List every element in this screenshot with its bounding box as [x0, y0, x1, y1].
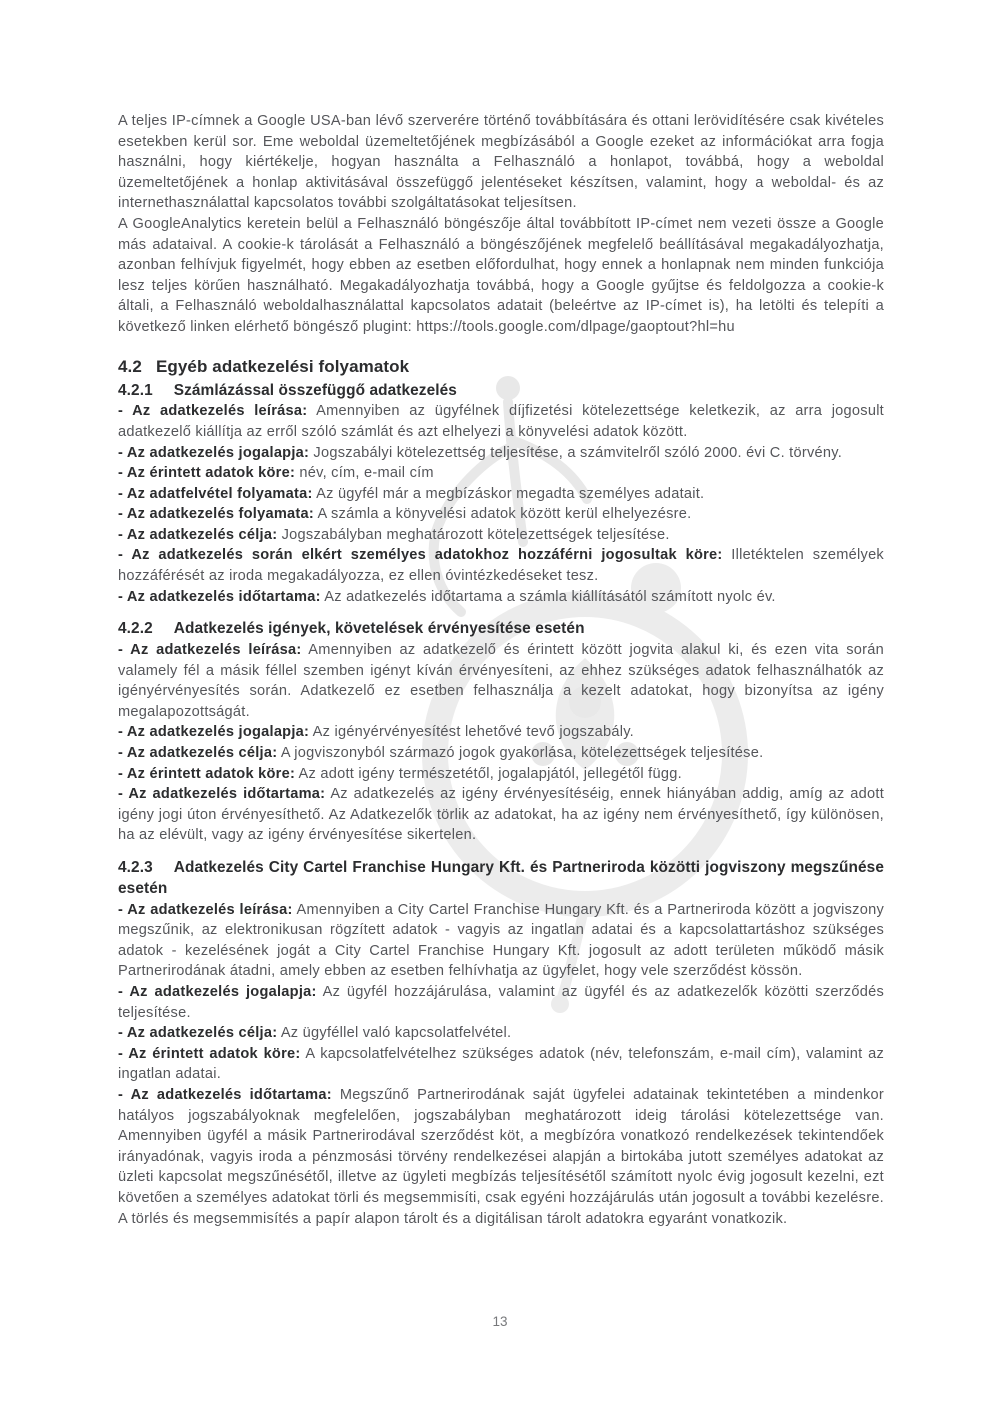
data-processing-item: [118, 443, 884, 464]
data-processing-item: [118, 525, 884, 546]
item-text: Az adatkezelés időtartama a számla kiállításától számított nyolc év.: [320, 588, 776, 605]
data-processing-item: [118, 401, 884, 442]
section-heading-4-2: [118, 355, 884, 379]
data-processing-item: [118, 545, 884, 586]
item-label: - Az adatkezelés jogalapja:: [118, 983, 317, 1000]
item-text: Amennyiben a City Cartel Franchise Hungary Kft. és a Partneriroda között a jogviszony megszűnik, az elektronikusan rögzített adatok - vagyis az ingatlan adatai és a kapcsolattartáshoz szükséges adatok - kezelésének jogát a City Cartel Franchise Hungary Kft. jogosult az adott területen működő másik Partnerirodának átadni, amely ebben az esetben felhívhatja az ügyfelet, hogy vele szerződést kössön.: [118, 901, 884, 980]
data-processing-item: [118, 982, 884, 1023]
item-label: - Az adatkezelés időtartama:: [118, 786, 326, 803]
data-processing-item: [118, 900, 884, 982]
data-processing-item: [118, 764, 884, 785]
data-processing-item: [118, 743, 884, 764]
item-text: Az adatkezelés az igény érvényesítéséig, ennek hiányában addig, amíg az adott igény jogi úton érvényesíthető. Az Adatkezelők törlik az adatokat, ha az igény nem érvényesíthető, így különösen, ha az elévült, vagy az igény érvényesítése sikertelen.: [118, 786, 884, 844]
data-processing-item: [118, 1044, 884, 1085]
item-label: - Az érintett adatok köre:: [118, 465, 296, 482]
subsection-4-2-3: [118, 858, 884, 1229]
subsection-heading: [118, 858, 884, 900]
subsections: [118, 381, 884, 1230]
item-text: Az adott igény természetétől, jogalapjától, jellegétől függ.: [295, 765, 682, 782]
item-text: A számla a könyvelési adatok között kerül elhelyezésre.: [314, 506, 692, 523]
item-text: A kapcsolatfelvételhez szükséges adatok (név, telefonszám, e-mail cím), valamint az ingatlan adatai.: [118, 1045, 884, 1083]
data-processing-item: [118, 640, 884, 722]
item-text: Jogszabályi kötelezettség teljesítése, a számvitelről szóló 2000. évi C. törvény.: [309, 444, 843, 461]
item-text: A jogviszonyból származó jogok gyakorlása, kötelezettségek teljesítése.: [277, 745, 764, 762]
item-text: Amennyiben az ügyfélnek díjfizetési kötelezettsége keletkezik, az arra jogosult adatkezelő kiállítja az erről szóló számlát és azt elhelyezi a könyvelési adatok között.: [118, 403, 884, 440]
data-processing-item: [118, 722, 884, 743]
data-processing-item: [118, 1085, 884, 1229]
item-label: - Az adatkezelés folyamata:: [118, 506, 314, 523]
data-processing-item: [118, 1023, 884, 1044]
subsection-number: 4.2.1: [118, 381, 153, 399]
item-text: Jogszabályban meghatározott kötelezettségek teljesítése.: [277, 526, 670, 543]
subsection-title-text: Adatkezelés igények, követelések érvényesítése esetén: [173, 620, 585, 638]
item-label: - Az adatkezelés leírása:: [118, 403, 308, 420]
subsection-title-text: Számlázással összefüggő adatkezelés: [173, 381, 457, 399]
data-processing-item: [118, 784, 884, 846]
page-content: [118, 111, 884, 1229]
data-processing-item: [118, 504, 884, 525]
data-processing-item: [118, 484, 884, 505]
item-text: Az ügyféllel való kapcsolatfelvétel.: [277, 1025, 512, 1042]
gaoptout-link[interactable]: https://tools.google.com/dlpage/gaoptout?hl=hu: [416, 318, 735, 335]
item-text: Megszűnő Partnerirodának saját ügyfelei adatainak tekintetében a mindenkor hatályos jogszabályoknak megfelelően, jogszabályban meghatározott ideig tárolási kötelezettsége van. Amennyiben ügyfél a másik Partnerirodával szerződést köt, a megbízóra vonatkozó rendelkezések tekintendőek irányadónak, vagyis iroda a pénzmosási törvény rendelkezései alapján a birtokába jutott személyes adatokat az üzleti kapcsolat megszűnésétől, illetve az ügyleti megbízás teljesítésétől számított nyolc évig jogosult kezelni, ezt követően a személyes adatokat törli és megsemmisíti, csak egyéni hozzájárulás után jogosult a további kezelésre. A törlés és megsemmisítés a papír alapon tárolt és a digitálisan tárolt adatokra egyaránt vonatkozik.: [118, 1086, 884, 1227]
item-label: - Az adatkezelés időtartama:: [118, 1086, 332, 1103]
item-label: - Az adatkezelés során elkért személyes adatokhoz hozzáférni jogosultak köre:: [118, 547, 723, 564]
item-label: - Az adatkezelés célja:: [118, 526, 278, 543]
subsection-heading: [118, 381, 884, 402]
subsection-heading: [118, 619, 884, 640]
intro-paragraphs: [118, 111, 884, 338]
item-label: - Az érintett adatok köre:: [118, 765, 296, 782]
item-text: Az ügyfél már a megbízáskor megadta személyes adatait.: [312, 485, 705, 502]
intro-paragraph-1: A teljes IP-címnek a Google USA-ban lévő szerverére történő továbbítására és ottani lerövidítésére csak kivételes esetekben kerül sor. Eme weboldal üzemeltetőjének megbízásából a Google ezeket az információkat arra fogja használni, hogy kiértékelje, hogyan használta a Felhasználó a honlapot, továbbá, hogy a weboldal üzemeltetőjének a honlap aktivitásával összefüggő jelentéseket készítsen, valamint, hogy a weboldal- és az internethasználattal kapcsolatos további szolgáltatásokat teljesítsen.: [118, 113, 884, 212]
subsection-number: 4.2.3: [118, 859, 153, 876]
item-label: - Az adatkezelés jogalapja:: [118, 724, 310, 741]
item-text: Az igényérvényesítést lehetővé tevő jogszabály.: [309, 724, 634, 741]
item-text: Amennyiben az adatkezelő és érintett között jogvita alakul ki, és ezen vita során valamely fél a másik féllel szemben igényt kíván érvényesíteni, az ehhez szükséges adatok felhasználhatók az igényérvényesítés során. Adatkezelő ez esetben felhasználja a kezelt adatokat, hogy bizonyítsa az igény megalapozottságát.: [118, 642, 885, 720]
item-label: - Az adatkezelés leírása:: [118, 901, 293, 918]
subsection-4-2-1: [118, 381, 884, 608]
intro-paragraph-2: A GoogleAnalytics keretein belül a Felhasználó böngészője által továbbított IP-címet nem vezeti össze a Google más adataival. A cookie-k tárolását a Felhasználó a böngészőjének megfelelő beállításával megakadályozhatja, azonban felhívjuk figyelmét, hogy ebben az esetben előfordulhat, hogy ennek a honlapnak nem minden funkciója lesz teljes körűen használható. Megakadályozhatja továbbá, hogy a Google gyűjtse és feldolgozza a cookie-k általi, a Felhasználó weboldalhasználattal kapcsolatos adatait (beleértve az IP-címet is), ha letölti és telepíti a következő linken elérhető böngésző plugint: https://tools.google.com/dlpage/gaoptout?hl=hu: [118, 215, 884, 335]
item-text: Az ügyfél hozzájárulása, valamint az ügyfél és az adatkezelők közötti szerződés teljesítése.: [118, 983, 884, 1021]
section-title-text: Egyéb adatkezelési folyamatok: [155, 356, 410, 376]
subsection-title-text: Adatkezelés City Cartel Franchise Hungary Kft. és Partneriroda közötti jogviszony megszűnése esetén: [118, 859, 884, 897]
subsection-4-2-2: [118, 619, 884, 846]
item-text: Illetéktelen személyek hozzáférését az iroda megakadályozza, ez ellen óvintézkedéseket tesz.: [118, 547, 884, 585]
section-number: 4.2: [118, 356, 142, 376]
item-label: - Az adatkezelés célja:: [118, 1025, 278, 1042]
page-number: 13: [492, 1314, 508, 1329]
data-processing-item: [118, 463, 884, 484]
item-text: név, cím, e-mail cím: [295, 465, 434, 482]
item-label: - Az adatkezelés leírása:: [118, 642, 302, 659]
subsection-number: 4.2.2: [118, 620, 153, 638]
item-label: - Az érintett adatok köre:: [118, 1045, 301, 1062]
item-label: - Az adatfelvétel folyamata:: [118, 485, 313, 502]
data-processing-item: [118, 587, 884, 608]
item-label: - Az adatkezelés célja:: [118, 745, 278, 762]
item-label: - Az adatkezelés jogalapja:: [118, 444, 310, 461]
item-label: - Az adatkezelés időtartama:: [118, 588, 321, 605]
